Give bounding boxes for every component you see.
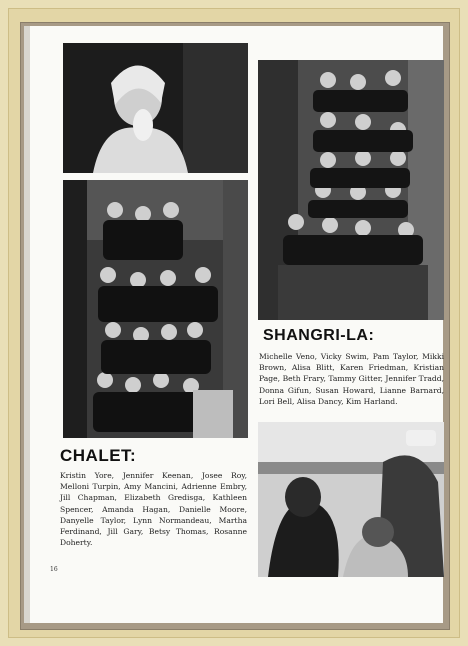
photo-chalet-group	[63, 180, 248, 438]
photo-shangri-la-group	[258, 60, 444, 320]
page-number: 16	[50, 566, 58, 573]
photo-girl-praying	[63, 43, 248, 173]
photo-campers-lake	[258, 422, 444, 577]
shangri-la-heading: SHANGRI-LA:	[263, 327, 375, 344]
shangri-la-names: Michelle Veno, Vicky Swim, Pam Taylor, Mikki Brown, Alisa Blitt, Karen Friedman, Kristian Page, Beth Frary, Tammy Gitter, Jennifer Tradd, Donna Gifun, Susan Howard, Lianne Barnard, Lori Bell, Alisa Dancy, Kim Harland.	[259, 352, 444, 406]
chalet-heading: CHALET:	[60, 446, 137, 465]
yearbook-page	[24, 26, 443, 623]
chalet-names: Kristin Yore, Jennifer Keenan, Josee Roy, Melloni Turpin, Amy Mancini, Adrienne Embry, Jill Chapman, Elizabeth Gredisga, Kathleen Spencer, Amanda Hagan, Danielle Moore, Danyelle Taylor, Lynn Normandeau, Martha Ferdinand, Jill Gary, Betsy Thomas, Rosanne Doherty.	[60, 471, 247, 548]
